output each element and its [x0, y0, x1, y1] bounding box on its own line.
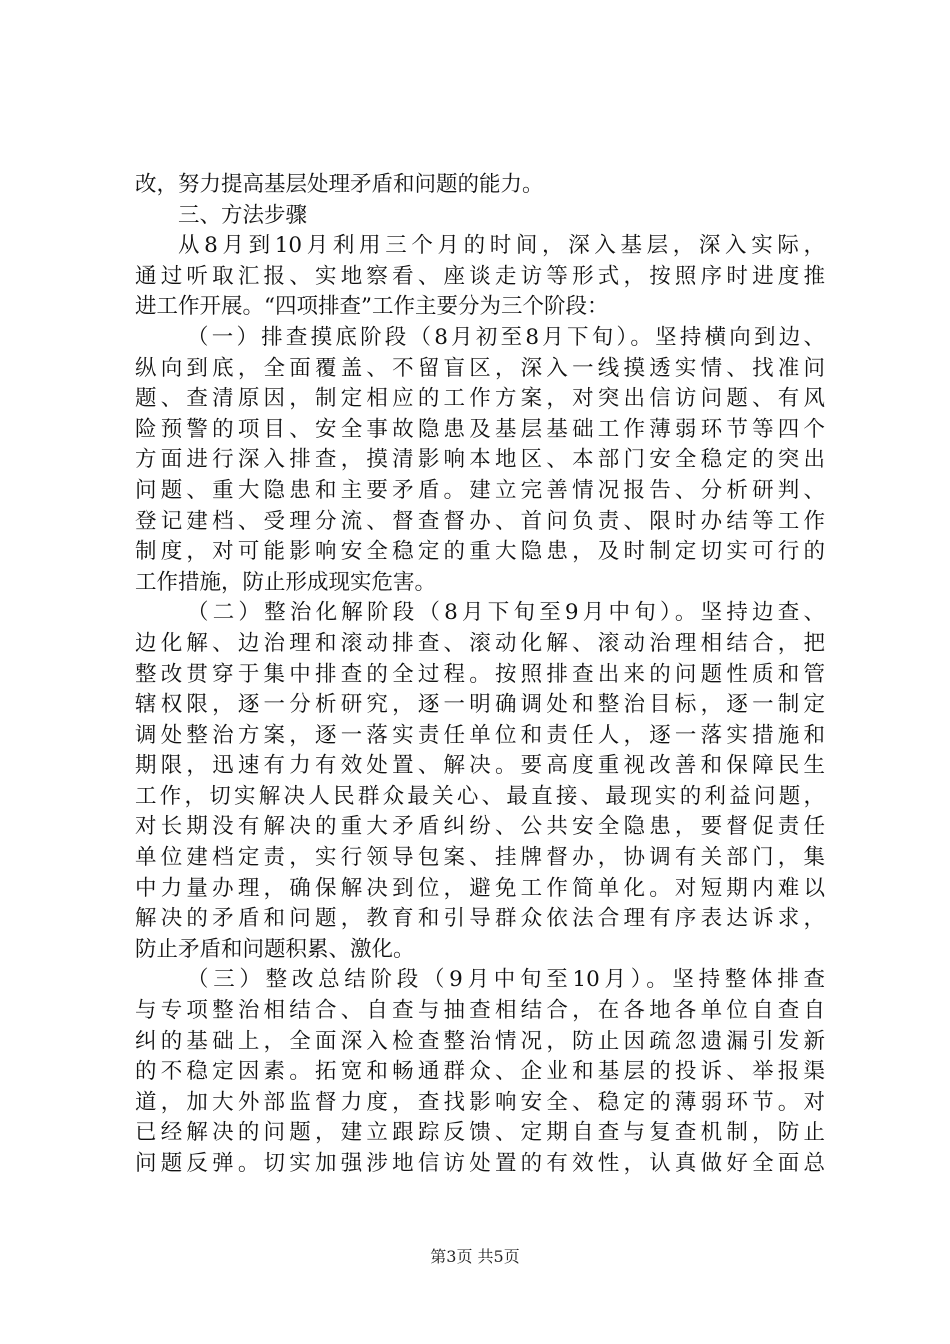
section-heading: 三、方法步骤: [178, 202, 308, 228]
text-line: 对长期没有解决的重大矛盾纠纷、公共安全隐患，要督促责任: [135, 814, 825, 840]
text-line: （二）整治化解阶段（8月下旬至9月中旬）。坚持边查、: [187, 600, 825, 626]
document-body: [135, 170, 825, 1180]
text-line: 的不稳定因素。拓宽和畅通群众、企业和基层的投诉、举报渠: [135, 1059, 825, 1085]
text-line: 工作，切实解决人民群众最关心、最直接、最现实的利益问题，: [135, 783, 825, 809]
text-line: 调处整治方案，逐一落实责任单位和责任人，逐一落实措施和: [135, 722, 825, 748]
text-line: 问题、重大隐患和主要矛盾。建立完善情况报告、分析研判、: [135, 477, 825, 503]
text-line: 辖权限，逐一分析研究，逐一明确调处和整治目标，逐一制定: [135, 692, 825, 718]
text-line: 边化解、边治理和滚动排查、滚动化解、滚动治理相结合，把: [135, 630, 825, 656]
text-line: 道，加大外部监督力度，查找影响安全、稳定的薄弱环节。对: [135, 1089, 825, 1115]
text-line: 制度，对可能影响安全稳定的重大隐患，及时制定切实可行的: [135, 539, 825, 565]
text-line: 问题反弹。切实加强涉地信访处置的有效性，认真做好全面总: [135, 1151, 825, 1176]
text-line: 从8月到10月利用三个月的时间，深入基层，深入实际，: [178, 233, 825, 259]
page-number: 第3页 共5页: [430, 1247, 520, 1266]
text-line: 期限，迅速有力有效处置、解决。要高度重视改善和保障民生: [135, 753, 825, 779]
text-line: 改，努力提高基层处理矛盾和问题的能力。: [135, 172, 544, 197]
text-line: 中力量办理，确保解决到位，避免工作简单化。对短期内难以: [135, 875, 825, 901]
text-line: 与专项整治相结合、自查与抽查相结合，在各地各单位自查自: [135, 998, 825, 1024]
text-line: 防止矛盾和问题积累、激化。: [135, 936, 415, 962]
text-line: 工作措施，防止形成现实危害。: [135, 569, 437, 595]
text-line: 单位建档定责，实行领导包案、挂牌督办，协调有关部门，集: [135, 845, 825, 871]
text-line: 纵向到底，全面覆盖、不留盲区，深入一线摸透实情、找准问: [135, 355, 825, 381]
text-line: 进工作开展。“四项排查”工作主要分为三个阶段：: [135, 294, 609, 320]
text-line: 题、查清原因，制定相应的工作方案，对突出信访问题、有风: [135, 386, 825, 412]
text-line: 险预警的项目、安全事故隐患及基层基础工作薄弱环节等四个: [135, 416, 825, 442]
text-line: 纠的基础上，全面深入检查整治情况，防止因疏忽遗漏引发新: [135, 1028, 825, 1054]
text-line: 已经解决的问题，建立跟踪反馈、定期自查与复查机制，防止: [135, 1120, 825, 1146]
text-line: 解决的矛盾和问题，教育和引导群众依法合理有序表达诉求，: [135, 906, 825, 932]
text-line: （一）排查摸底阶段（8月初至8月下旬）。坚持横向到边、: [187, 324, 825, 350]
text-line: 通过听取汇报、实地察看、座谈走访等形式，按照序时进度推: [135, 263, 825, 289]
text-line: 整改贯穿于集中排查的全过程。按照排查出来的问题性质和管: [135, 661, 825, 687]
text-line: 登记建档、受理分流、督查督办、首问负责、限时办结等工作: [135, 508, 825, 534]
text-line: （三）整改总结阶段（9月中旬至10月）。坚持整体排查: [187, 967, 825, 993]
text-line: 方面进行深入排查，摸清影响本地区、本部门安全稳定的突出: [135, 447, 825, 473]
